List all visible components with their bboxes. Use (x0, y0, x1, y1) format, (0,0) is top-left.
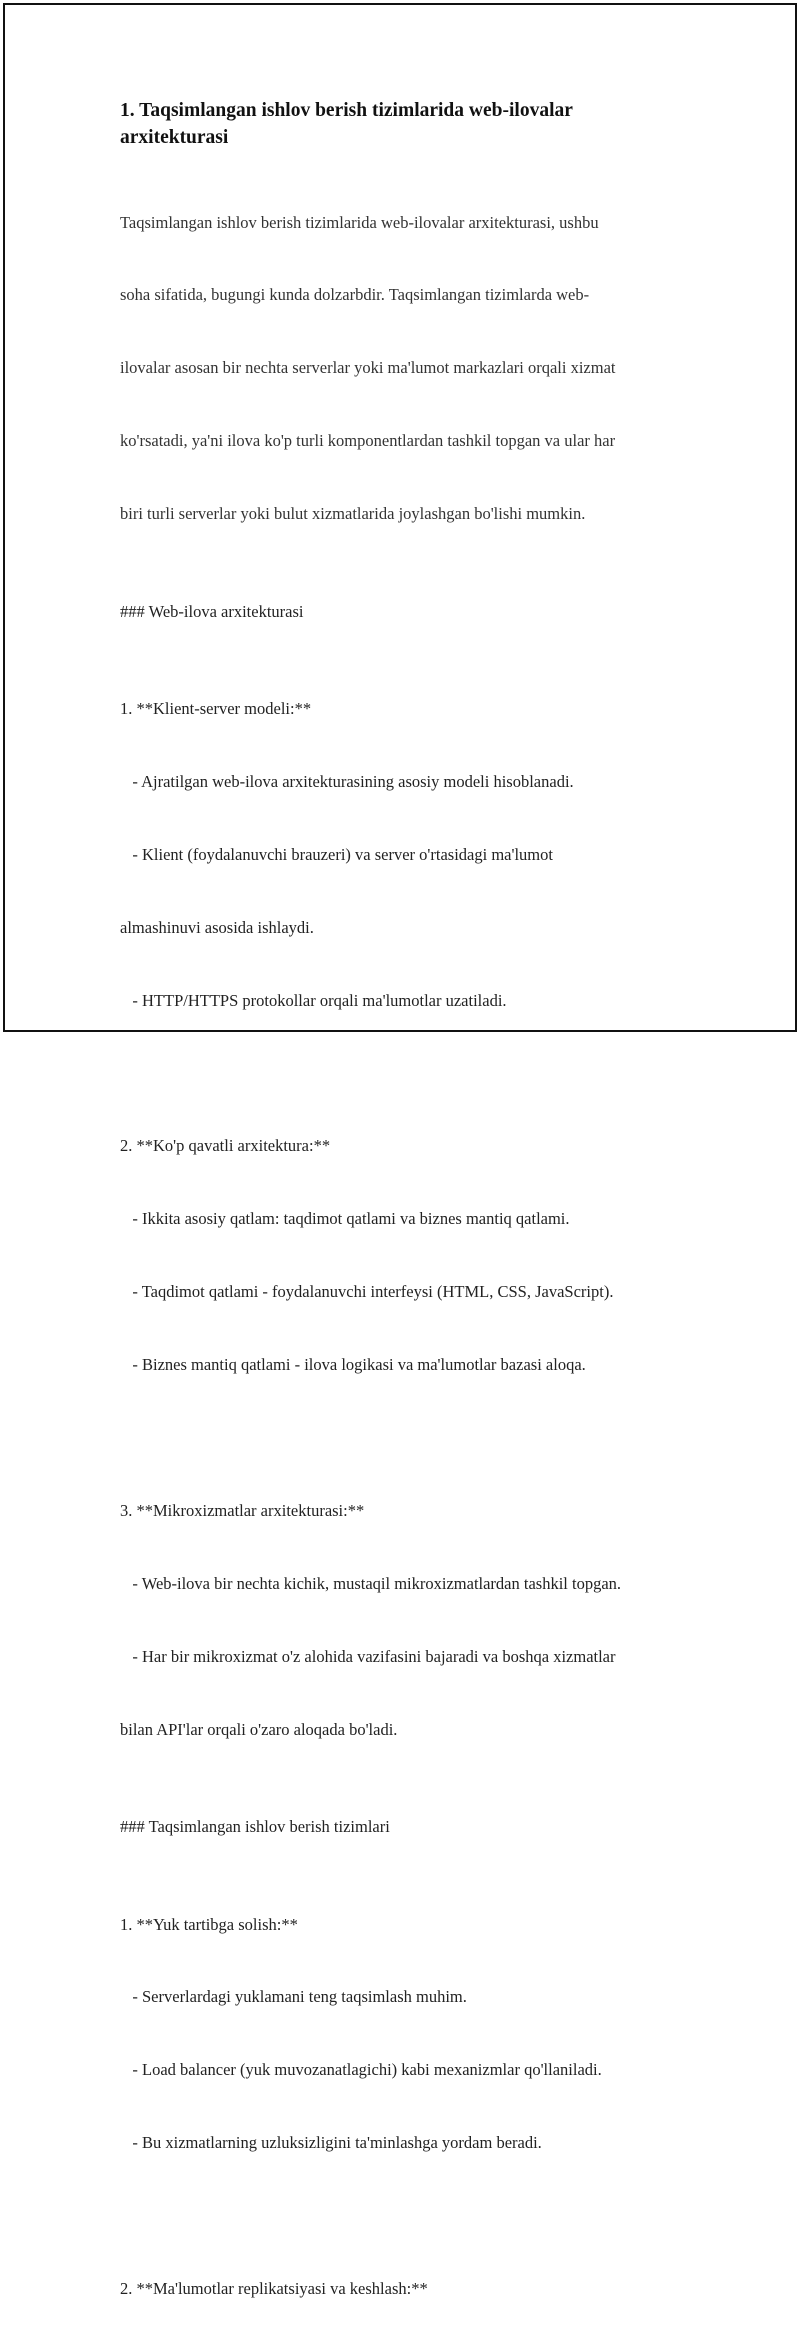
document-body (120, 97, 680, 2350)
spacer (120, 1840, 680, 1865)
intro-paragraph (120, 162, 680, 575)
text-line: - Taqdimot qatlami - foydalanuvchi interfeysi (HTML, CSS, JavaScript). (120, 1282, 614, 1302)
text-line: - Ikkita asosiy qatlam: taqdimot qatlami va biznes mantiq qatlami. (120, 1209, 570, 1229)
text-line: ko'rsatadi, ya'ni ilova ko'p turli komponentlardan tashkil topgan va ular har (120, 431, 616, 451)
text-line: - Biznes mantiq qatlami - ilova logikasi va ma'lumotlar bazasi aloqa. (120, 1355, 586, 1375)
text-line: 2. **Ko'p qavatli arxitektura:** (120, 1136, 331, 1156)
spacer (120, 624, 680, 649)
text-line: - Serverlardagi yuklamani teng taqsimlash muhim. (120, 1987, 467, 2007)
text-line: 2. **Ma'lumotlar replikatsiyasi va keshlash:** (120, 2279, 428, 2299)
list-item-load-balancing (120, 1864, 680, 2204)
text-line: - Ajratilgan web-ilova arxitekturasining asosiy modeli hisoblanadi. (120, 771, 574, 791)
text-line: - Load balancer (yuk muvozanatlagichi) kabi mexanizmlar qo'llaniladi. (120, 2060, 602, 2080)
list-item-multi-tier (120, 1086, 680, 1426)
page-frame (3, 3, 797, 2299)
text-line: ilovalar asosan bir nechta serverlar yoki ma'lumot markazlari orqali xizmat (120, 358, 616, 378)
text-line: 1. **Yuk tartibga solish:** (120, 1914, 298, 1934)
text-line: 3. **Mikroxizmatlar arxitekturasi:** (120, 1501, 365, 1521)
spacer (120, 575, 680, 600)
text-line: soha sifatida, bugungi kunda dolzarbdir. Taqsimlangan tizimlarda web- (120, 285, 590, 305)
text-line: almashinuvi asosida ishlaydi. (120, 917, 314, 937)
title-line: 1. Taqsimlangan ishlov berish tizimlarida web-ilovalar (120, 100, 573, 121)
text-line: - HTTP/HTTPS protokollar orqali ma'lumotlar uzatiladi. (120, 990, 507, 1010)
spacer (120, 1426, 680, 1451)
text-line: - Klient (foydalanuvchi brauzeri) va server o'rtasidagi ma'lumot (120, 844, 553, 864)
text-line: - Web-ilova bir nechta kichik, mustaqil mikroxizmatlardan tashkil topgan. (120, 1574, 622, 1594)
title-line: arxitekturasi (120, 127, 229, 148)
spacer (120, 1061, 680, 1086)
text-line: Taqsimlangan ishlov berish tizimlarida web-ilovalar arxitekturasi, ushbu (120, 212, 599, 232)
text-line: 1. **Klient-server modeli:** (120, 698, 312, 718)
list-item-replication (120, 2229, 680, 2350)
text-line: - Har bir mikroxizmat o'z alohida vazifasini bajaradi va boshqa xizmatlar (120, 1646, 616, 1666)
page-title (120, 97, 680, 151)
spacer (120, 1791, 680, 1816)
list-item-client-server (120, 648, 680, 1061)
section-heading: ### Taqsimlangan ishlov berish tizimlari (120, 1817, 390, 1837)
section-heading: ### Web-ilova arxitekturasi (120, 601, 304, 621)
list-item-microservices (120, 1451, 680, 1791)
spacer (120, 2204, 680, 2229)
text-line: biri turli serverlar yoki bulut xizmatlarida joylashgan bo'lishi mumkin. (120, 504, 586, 524)
text-line: bilan API'lar orqali o'zaro aloqada bo'ladi. (120, 1719, 398, 1739)
text-line: - Bu xizmatlarning uzluksizligini ta'minlashga yordam beradi. (120, 2133, 542, 2153)
